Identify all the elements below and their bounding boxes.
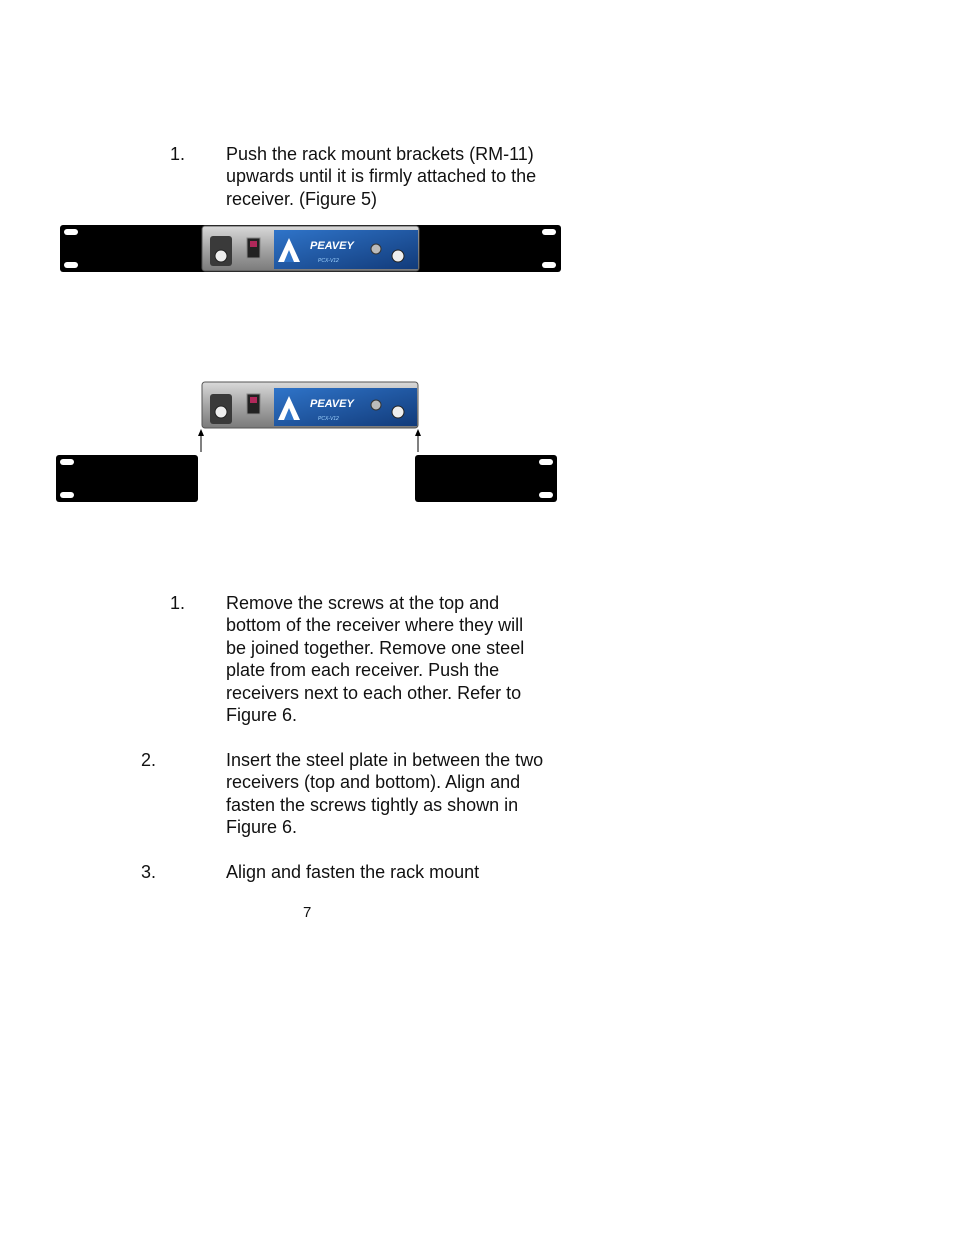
- antenna-jack-icon: [392, 250, 404, 262]
- step-text-line: bottom of the receiver where they will: [226, 615, 524, 636]
- figure-assembled: [60, 225, 561, 272]
- rack-bracket-left: [56, 455, 198, 502]
- step-text-line: Figure 6.: [226, 817, 298, 838]
- figure-exploded: [56, 382, 557, 502]
- step-text-line: receivers next to each other. Refer to: [226, 682, 522, 703]
- step-text-line: fasten the screws tightly as shown in: [226, 794, 519, 815]
- model-label: PCX-V12: [318, 416, 339, 422]
- antenna-jack-icon: [392, 406, 404, 418]
- step-text-line: Insert the steel plate in between the two: [226, 750, 544, 770]
- step-text-line: Figure 6.: [226, 705, 298, 726]
- step-text-line: plate from each receiver. Push the: [226, 660, 500, 681]
- rack-mount-figures: [0, 0, 954, 520]
- step-text-line: Push the rack mount brackets (RM-11): [226, 144, 534, 164]
- step-number: 1.: [170, 593, 186, 613]
- step-number: 2.: [141, 750, 157, 770]
- antenna-jack-icon: [215, 406, 227, 418]
- step-text-line: receiver. (Figure 5): [226, 188, 378, 209]
- step-text-line: receivers (top and bottom). Align and: [226, 772, 521, 793]
- step-text-line: be joined together. Remove one steel: [226, 637, 525, 658]
- page-number: 7: [303, 904, 312, 921]
- brand-label: PEAVEY: [310, 398, 354, 410]
- brand-label: PEAVEY: [310, 240, 354, 252]
- step-text: [226, 592, 571, 726]
- step-text-line: Align and fasten the rack mount: [226, 862, 480, 882]
- step-text-line: Remove the screws at the top and: [226, 593, 500, 613]
- step-text: [226, 749, 571, 839]
- step-text: [226, 861, 571, 883]
- model-label: PCX-V12: [318, 258, 339, 264]
- antenna-jack-icon: [215, 250, 227, 262]
- rack-bracket-right: [415, 455, 557, 502]
- step-number: 1.: [170, 144, 186, 164]
- step-text-line: upwards until it is firmly attached to the: [226, 166, 537, 187]
- step-number: 3.: [141, 862, 157, 882]
